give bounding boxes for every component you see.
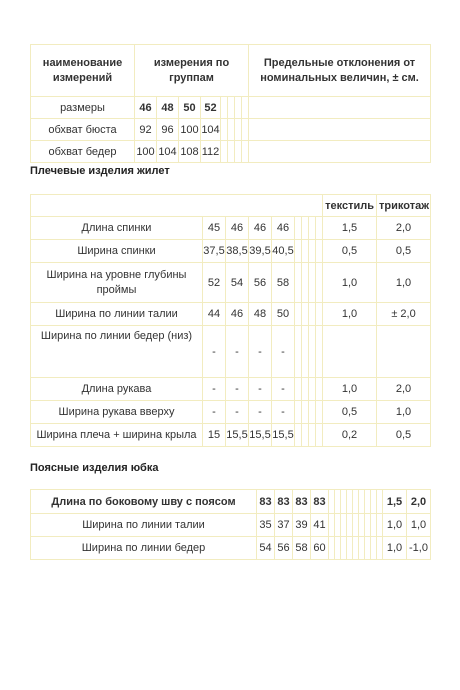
knit-value: 1,0	[377, 263, 431, 303]
size-value: 46	[135, 97, 157, 119]
size-value: 38,5	[226, 240, 249, 263]
size-value: 50	[272, 303, 295, 326]
size-value: 48	[157, 97, 179, 119]
row-label: Ширина рукава вверху	[31, 401, 203, 424]
header-knit: трикотаж	[377, 195, 431, 217]
size-value: 56	[275, 537, 293, 560]
empty-cell	[316, 378, 323, 401]
size-value: 96	[157, 119, 179, 141]
knit-value: -1,0	[407, 537, 431, 560]
row-label: Ширина по линии талии	[31, 303, 203, 326]
table-row	[31, 490, 431, 514]
table-row	[31, 141, 431, 163]
table-row	[31, 537, 431, 560]
size-value: 58	[272, 263, 295, 303]
empty-cell	[309, 401, 316, 424]
empty-cell	[316, 326, 323, 378]
size-groups-table	[30, 44, 431, 163]
table-row	[31, 119, 431, 141]
empty-cell	[302, 303, 309, 326]
empty-cell	[228, 141, 235, 163]
empty-cell	[242, 141, 249, 163]
size-value: 15,5	[272, 424, 295, 447]
empty-cell	[295, 378, 302, 401]
size-value: 104	[201, 119, 221, 141]
empty-cell	[302, 401, 309, 424]
table-row	[31, 326, 431, 378]
empty-cell	[316, 303, 323, 326]
table-row	[31, 263, 431, 303]
size-value: 52	[201, 97, 221, 119]
vest-table	[30, 194, 431, 447]
empty-cell	[295, 263, 302, 303]
size-value: -	[226, 378, 249, 401]
row-label: обхват бедер	[31, 141, 135, 163]
textile-value: 1,5	[323, 217, 377, 240]
empty-cell	[309, 263, 316, 303]
header-measurement-groups: измерения по группам	[135, 45, 249, 97]
size-value: 60	[311, 537, 329, 560]
size-value: 40,5	[272, 240, 295, 263]
size-value: -	[272, 378, 295, 401]
empty-cell	[31, 195, 323, 217]
textile-value: 1,0	[323, 263, 377, 303]
empty-cell	[316, 424, 323, 447]
size-value: 100	[179, 119, 201, 141]
table-row	[31, 303, 431, 326]
textile-value: 1,0	[323, 303, 377, 326]
size-value: 54	[257, 537, 275, 560]
row-label: Длина спинки	[31, 217, 203, 240]
table-row	[31, 424, 431, 447]
header-deviation: Предельные отклонения от номинальных величин, ± см.	[249, 45, 431, 97]
empty-cell	[249, 119, 431, 141]
knit-value: 0,5	[377, 424, 431, 447]
empty-cell	[242, 97, 249, 119]
size-value: 39,5	[249, 240, 272, 263]
empty-cell	[295, 401, 302, 424]
table-row	[31, 401, 431, 424]
knit-value: ± 2,0	[377, 303, 431, 326]
size-value: 50	[179, 97, 201, 119]
size-value: 37	[275, 514, 293, 537]
empty-cell	[302, 378, 309, 401]
size-value: 92	[135, 119, 157, 141]
empty-cell	[228, 119, 235, 141]
empty-cell	[309, 303, 316, 326]
size-value: 83	[257, 490, 275, 514]
empty-cell	[295, 326, 302, 378]
empty-cell	[249, 97, 431, 119]
size-value: 58	[293, 537, 311, 560]
size-value: 45	[203, 217, 226, 240]
row-label: размеры	[31, 97, 135, 119]
empty-cell	[302, 263, 309, 303]
empty-cell	[221, 97, 228, 119]
size-value: 100	[135, 141, 157, 163]
size-value: 46	[249, 217, 272, 240]
empty-cell	[295, 303, 302, 326]
size-value: 15,5	[226, 424, 249, 447]
empty-cell	[235, 97, 242, 119]
knit-value: 2,0	[377, 217, 431, 240]
empty-cell	[235, 141, 242, 163]
size-value: -	[249, 326, 272, 378]
size-value: 83	[311, 490, 329, 514]
textile-value: 1,0	[383, 514, 407, 537]
empty-cell	[249, 141, 431, 163]
size-value: 46	[226, 303, 249, 326]
size-value: -	[203, 401, 226, 424]
textile-value: 1,0	[323, 378, 377, 401]
empty-cell	[295, 217, 302, 240]
size-value: -	[226, 326, 249, 378]
knit-value	[377, 326, 431, 378]
textile-value: 1,5	[383, 490, 407, 514]
knit-value: 0,5	[377, 240, 431, 263]
row-label: Ширина по линии бедер (низ)	[31, 326, 203, 378]
header-textile: текстиль	[323, 195, 377, 217]
table-row	[31, 240, 431, 263]
size-value: 48	[249, 303, 272, 326]
table-row	[31, 378, 431, 401]
size-value: 44	[203, 303, 226, 326]
textile-value	[323, 326, 377, 378]
empty-cell	[309, 378, 316, 401]
empty-cell	[309, 240, 316, 263]
size-value: -	[249, 378, 272, 401]
empty-cell	[242, 119, 249, 141]
table-row	[31, 514, 431, 537]
empty-cell	[221, 119, 228, 141]
table-row	[31, 97, 431, 119]
row-label: Ширина по линии талии	[31, 514, 257, 537]
size-value: 35	[257, 514, 275, 537]
empty-cell	[302, 424, 309, 447]
row-label: Ширина спинки	[31, 240, 203, 263]
size-value: 39	[293, 514, 311, 537]
size-value: 15,5	[249, 424, 272, 447]
skirt-section-title: Поясные изделия юбка	[30, 462, 159, 474]
empty-cell	[309, 424, 316, 447]
size-value: -	[226, 401, 249, 424]
row-label: Длина по боковому шву с поясом	[31, 490, 257, 514]
empty-cell	[302, 217, 309, 240]
size-value: 112	[201, 141, 221, 163]
knit-value: 2,0	[377, 378, 431, 401]
empty-cell	[295, 424, 302, 447]
size-value: 54	[226, 263, 249, 303]
row-label: обхват бюста	[31, 119, 135, 141]
size-value: 41	[311, 514, 329, 537]
row-label: Ширина плеча + ширина крыла	[31, 424, 203, 447]
knit-value: 1,0	[407, 514, 431, 537]
size-value: 83	[293, 490, 311, 514]
empty-cell	[316, 263, 323, 303]
size-value: 46	[226, 217, 249, 240]
size-value: 104	[157, 141, 179, 163]
textile-value: 0,2	[323, 424, 377, 447]
empty-cell	[309, 217, 316, 240]
size-value: 37,5	[203, 240, 226, 263]
row-label: Длина рукава	[31, 378, 203, 401]
size-value: -	[249, 401, 272, 424]
textile-value: 0,5	[323, 401, 377, 424]
empty-cell	[302, 240, 309, 263]
size-value: 108	[179, 141, 201, 163]
empty-cell	[316, 240, 323, 263]
size-value: 46	[272, 217, 295, 240]
skirt-table	[30, 489, 431, 560]
size-value: -	[203, 378, 226, 401]
textile-value: 1,0	[383, 537, 407, 560]
size-value: -	[203, 326, 226, 378]
empty-cell	[309, 326, 316, 378]
empty-cell	[316, 217, 323, 240]
table-row	[31, 217, 431, 240]
empty-cell	[295, 240, 302, 263]
row-label: Ширина на уровне глубины проймы	[31, 263, 203, 303]
vest-section-title: Плечевые изделия жилет	[30, 165, 170, 177]
header-measurement-name: наименование измерений	[31, 45, 135, 97]
size-value: -	[272, 326, 295, 378]
textile-value: 0,5	[323, 240, 377, 263]
size-value: 56	[249, 263, 272, 303]
empty-cell	[302, 326, 309, 378]
empty-cell	[235, 119, 242, 141]
size-value: -	[272, 401, 295, 424]
size-value: 15	[203, 424, 226, 447]
empty-cell	[316, 401, 323, 424]
knit-value: 1,0	[377, 401, 431, 424]
empty-cell	[221, 141, 228, 163]
size-value: 83	[275, 490, 293, 514]
empty-cell	[228, 97, 235, 119]
row-label: Ширина по линии бедер	[31, 537, 257, 560]
size-value: 52	[203, 263, 226, 303]
knit-value: 2,0	[407, 490, 431, 514]
